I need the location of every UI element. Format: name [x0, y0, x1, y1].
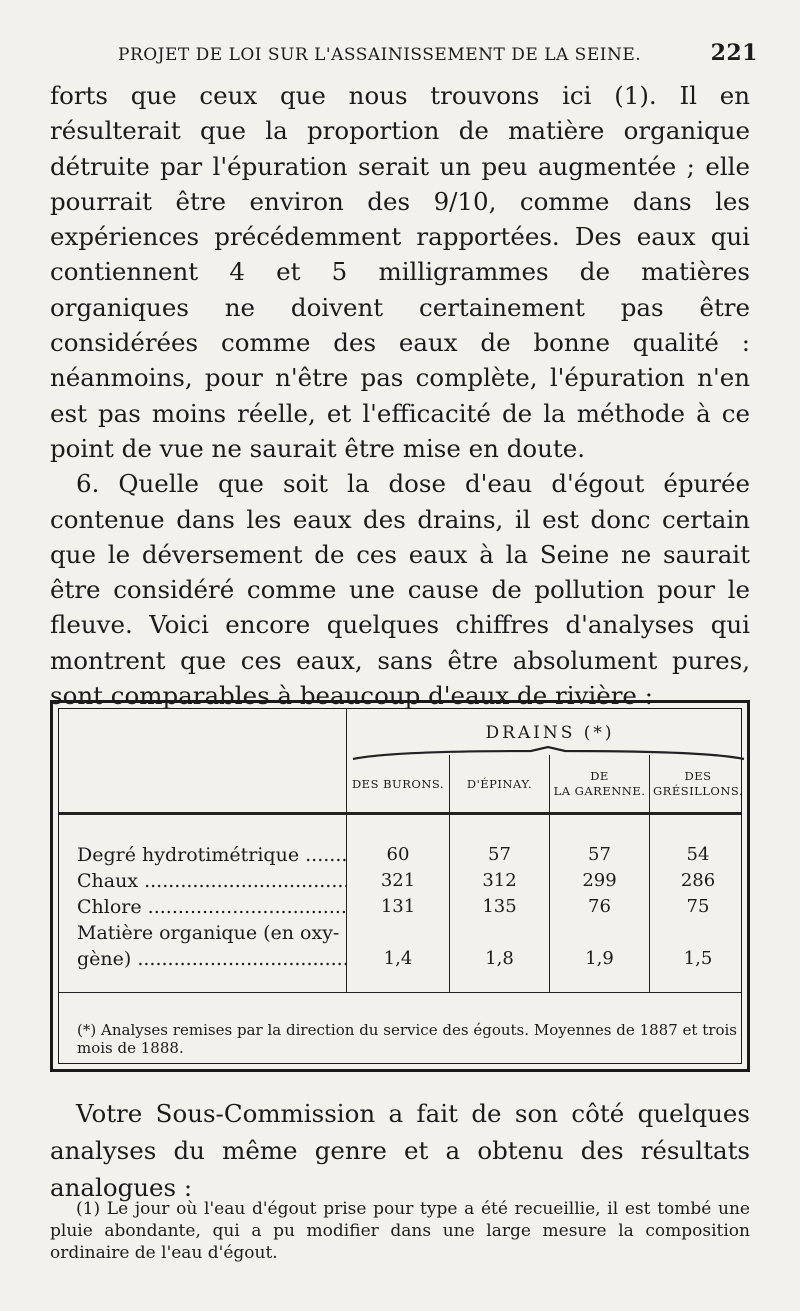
table-note: (*) Analyses remises par la direction du service des égouts. Moyennes de 1887 et trois mois de 1888.	[77, 1021, 737, 1057]
table-cell: 299	[582, 870, 617, 891]
column-header-burons: DES BURONS.	[351, 776, 445, 791]
analysis-table	[50, 700, 750, 1072]
row-label-matiere-organique: Matière organique (en oxy-	[77, 922, 340, 944]
paragraph-6: 6. Quelle que soit la dose d'eau d'égout épurée contenue dans les eaux des drains, il est donc certain que le déversement de ces eaux à la Seine ne saurait être considéré comme une cause de pollution pour le fleuve. Voici encore quelques chiffres d'analyses qui montrent que ces eaux, sans être absolument pures, sont comparables à beaucoup d'eaux de rivière :	[50, 469, 750, 711]
running-head	[118, 40, 758, 66]
row-label-hydrotimetrique: Degré hydrotimétrique .....	[77, 842, 347, 868]
table-cell: 76	[588, 896, 611, 917]
table-cell: 1,9	[585, 948, 614, 969]
table-cell: 57	[588, 844, 611, 865]
row-label-chlore: Chlore .....	[77, 894, 347, 920]
body-bottom-rule	[59, 992, 741, 993]
after-table-paragraph: Votre Sous-Commission a fait de son côté quelques analyses du même genre et a obtenu des résultats analogues :	[50, 1099, 750, 1202]
table-cell: 57	[488, 844, 511, 865]
drains-group-header: DRAINS (*)	[485, 723, 615, 743]
column-header-gresillons: DES GRÉSILLONS.	[652, 769, 744, 798]
table-cell: 321	[380, 870, 416, 891]
footnote: (1) Le jour où l'eau d'égout prise pour type a été recueillie, il est tombé une pluie abondante, qui a pu modifier dans une large mesure la composition ordinaire de l'eau d'égout.	[50, 1199, 750, 1263]
table-cell: 54	[686, 844, 710, 865]
paragraph-continued: forts que ceux que nous trouvons ici (1). Il en résulterait que la proportion de matière organique détruite par l'épuration serait un peu augmentée ; elle pourrait être environ des 9/10, comme dans les expériences précédemment rapportées. Des eaux qui contiennent 4 et 5 milligrammes de matières organiques ne doivent certainement pas être considérées comme des eaux de bonne qualité : néanmoins, pour n'être pas complète, l'épuration n'en est pas moins réelle, et l'efficacité de la méthode à ce point de vue ne saurait être mise en doute.	[50, 81, 750, 463]
running-head-title: PROJET DE LOI SUR L'ASSAINISSEMENT DE LA SEINE.	[118, 45, 642, 65]
column-header-epinay: D'ÉPINAY.	[466, 776, 533, 791]
table-inner-frame	[58, 708, 742, 1064]
table-cell: 135	[482, 896, 517, 917]
table-cell: 1,8	[485, 948, 514, 969]
page-number: 221	[710, 40, 758, 66]
column-header-garenne: DE LA GARENNE.	[553, 769, 646, 798]
row-label-chaux: Chaux .....	[77, 868, 347, 894]
table-cell: 1,5	[683, 948, 713, 969]
table-cell: 286	[680, 870, 716, 891]
row-label-matiere-organique-cont: gène) .....	[77, 946, 347, 972]
body-text	[50, 78, 750, 713]
table-cell: 75	[686, 896, 710, 917]
table-cell: 312	[482, 870, 517, 891]
table-cell: 60	[386, 844, 410, 865]
table-cell: 131	[380, 896, 416, 917]
table-cell: 1,4	[383, 948, 413, 969]
